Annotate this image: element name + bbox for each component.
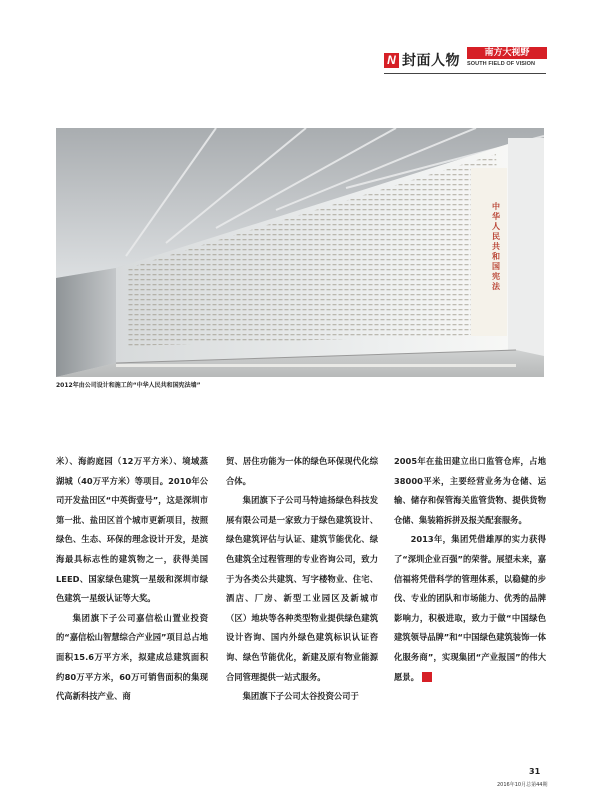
page-header: [0, 45, 596, 75]
text-column-2: [226, 452, 378, 707]
paragraph: 集团旗下子公司马特迪扬绿色科技发展有限公司是一家致力于绿色建筑设计、绿色建筑评估与认证、建筑节能优化、绿色建筑全过程管理的专业咨询公司，致力于为各类公共建筑、写字楼物业、住宅、酒店、厂房、新型工业园区及新城市（区）地块等各种类型物业提供绿色建筑设计咨询、国内外绿色建筑标识认证咨询、绿色节能优化，新建及原有物业能源合同管理提供一站式服务。: [226, 495, 378, 682]
magazine-logo-icon: N: [384, 53, 399, 68]
header-divider: [384, 73, 546, 74]
paragraph: 2005年在盐田建立出口监管仓库，占地38000平米，主要经营业务为仓储、运输、储存和保管海关监管货物、提供货物仓储、集装箱拆拼及报关配套服务。: [394, 456, 546, 525]
constitution-wall-photo: [56, 128, 544, 377]
issue-info: 2016年10月总第44期: [497, 782, 548, 788]
paragraph: 米）、海韵庭园（12万平方米）、境域蒸湖城（40万平方米）等项目。2010年公司开发盐田区“中英街壹号”，这是深圳市第一批、盐田区首个城市更新项目，按照绿色、生态、环保的理念设计开发，是滨海最具标志性的建筑物之一，获得美国LEED、国家绿色建筑一星级和深圳市绿色建筑一星级认证等大奖。: [56, 456, 208, 604]
section-title: 封面人物: [402, 53, 460, 69]
wall-inscription: 中华人民共和国宪法: [492, 202, 500, 291]
text-column-1: [56, 452, 208, 707]
end-mark-icon: N: [422, 672, 432, 682]
magazine-tag-english: SOUTH FIELD OF VISION: [467, 61, 536, 67]
paragraph: 集团旗下子公司太谷投资公司于: [242, 691, 359, 702]
magazine-tag: 南方大视野: [467, 47, 547, 59]
photo-caption: 2012年由公司设计和施工的“中华人民共和国宪法墙”: [56, 382, 201, 389]
paragraph: 2013年，集团凭借雄厚的实力获得了“深圳企业百强”的荣誉。展望未来，嘉信福将凭借科学的管理体系，以稳健的步伐、专业的团队和市场能力、优秀的品牌影响力，积极进取，致力于做“中国绿色建筑领导品牌”和“中国绿色建筑装饰一体化服务商”，实现集团“产业报国”的伟大愿景。: [394, 534, 546, 682]
paragraph-with-end-mark: [394, 530, 546, 687]
paragraph: 贸、居住功能为一体的绿色环保现代化综合体。: [226, 456, 378, 486]
paragraph: 集团旗下子公司嘉信松山置业投资的“嘉信松山智慧综合产业园”项目总占地面积15.6万平方米，拟建成总建筑面积约80万平方米，60万可销售面积的集现代高新科技产业、商: [56, 612, 208, 702]
page-number: 31: [529, 767, 541, 776]
text-column-3: [394, 452, 546, 687]
